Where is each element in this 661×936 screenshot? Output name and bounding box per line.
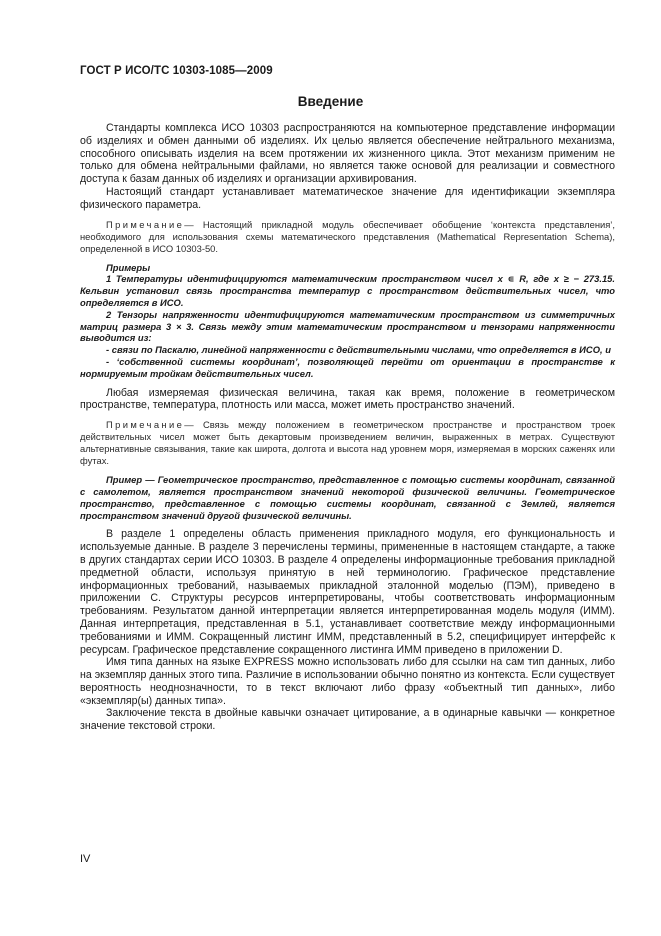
paragraph-sections: В разделе 1 определены область применения прикладного модуля, его функциональность и используемые данные. В разделе 3 перечислены термины, примененные в настоящем стандарте, а также в других стандартах серии ИСО 10303. В разделе 4 определены информационные требования прикладной предметной области, используя принятую в ней терминологию. Графическое представление информационных требований, называемых прикладной эталонной моделью (ПЭМ), приведено в приложении С. Структуры ресурсов интерпретированы, чтобы соответствовать информационным требованиям. Результатом данной интерпретации является интерпретированная модель модуля (ИММ). Данная интерпретация, представленная в 5.1, устанавливает соответствие между информационными требованиями и ИММ. Сокращенный листинг ИММ, представленный в 5.2, специфицирует интерфейс к ресурсам. Графическое представление сокращенного листинга ИММ приведено в приложении D. bbox=[80, 528, 615, 656]
note-1-text: — Настоящий прикладной модуль обеспечивает обобщение ‘контекста представления’, необходимого для использования схемы математического представления (Mathematical Representation Schema), определенной в ИСО 10303-50. bbox=[80, 218, 615, 254]
section-title: Введение bbox=[297, 94, 364, 109]
document-body bbox=[80, 122, 615, 733]
paragraph-intro: Стандарты комплекса ИСО 10303 распространяются на компьютерное представление информации об изделиях и обмен данными об изделиях. Их целью является обеспечение нейтрального механизма, способного описывать изделия на всем протяжении их жизненного цикла. Этот механизм применим не только для обмена нейтральными файлами, но является также основой для реализации и совместного доступа к базам данных об изделиях и организации архивирования. bbox=[80, 122, 615, 186]
example-2-bullet-1: - связи по Паскалю, линейной напряженности с действительными числами, что определяется в ИСО, и bbox=[106, 344, 611, 356]
note-1-label: Примечание bbox=[106, 218, 185, 230]
note-2-text: — Связь между положением в геометрическом пространстве и пространством троек действительных чисел может быть декартовым произведением величин, выраженных в метрах. Существуют альтернативные связывания, такие как широта, долгота и высота над уровнем моря, измеряемая в морских саженях или футах. bbox=[80, 419, 615, 467]
example-2-bullet-2: - ‘собственной системы координат’, позволяющей перейти от ориентации в пространстве к нормируемым тройкам действительных чисел. bbox=[80, 355, 615, 379]
note-1 bbox=[80, 219, 615, 255]
example-1: 1 Температуры идентифицируются математическим пространством чисел x ∊ R, где x ≥ − 273.15. Кельвин установил связь пространства температур с пространством действительных чисел, что определяется в ИСО. bbox=[80, 273, 615, 308]
document-header: ГОСТ Р ИСО/ТС 10303-1085—2009 bbox=[80, 65, 273, 77]
paragraph-purpose: Настоящий стандарт устанавливает математическое значение для идентификации экземпляра физического параметра. bbox=[80, 185, 615, 211]
note-2-label: Примечание bbox=[106, 419, 185, 431]
paragraph-express: Имя типа данных на языке EXPRESS можно использовать либо для ссылки на сам тип данных, либо на экземпляр данных этого типа. Различие в использовании обычно понятно из контекста. Если существует вероятность неоднозначности, то в текст включают либо фразу «объектный тип данных», либо «экземпляр(ы) данных типа». bbox=[80, 656, 615, 707]
note-2 bbox=[80, 419, 615, 467]
examples-heading: Примеры bbox=[106, 261, 151, 273]
page-number: IV bbox=[80, 853, 91, 865]
example-2: 2 Тензоры напряженности идентифицируются математическим пространством из симметричных матриц размера 3 × 3. Связь между этим математическим пространством и тензорами напряженности выводится из: bbox=[80, 308, 615, 344]
paragraph-quotes: Заключение текста в двойные кавычки означает цитирование, а в одинарные кавычки — конкретное значение текстовой строки. bbox=[80, 707, 615, 733]
paragraph-measurable: Любая измеряемая физическая величина, такая как время, положение в геометрическом пространстве, температура, плотность или масса, может иметь пространство значений. bbox=[80, 386, 615, 412]
example-3: Пример — Геометрическое пространство, представленное с помощью системы координат, связанной с самолетом, является пространством значений некоторой физической величины. Геометрическое пространство, представленное с помощью системы координат, связанной с Землей, является пространством значений другой физической величины. bbox=[80, 474, 615, 521]
